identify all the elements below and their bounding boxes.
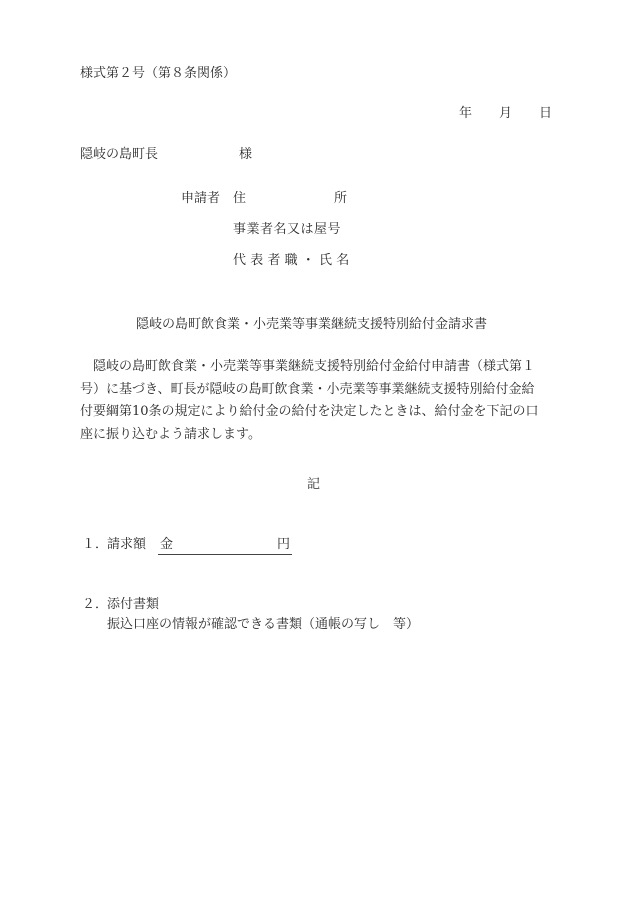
claim-amount-field[interactable]: [158, 537, 292, 555]
date-year-label: 年: [459, 106, 473, 121]
address-label-right: 所: [334, 191, 348, 206]
item-2-number: ２．: [82, 597, 109, 612]
body-paragraph: [80, 356, 554, 446]
amount-suffix: 円: [276, 537, 290, 552]
attachment-description: 振込口座の情報が確認できる書類（通帳の写し 等）: [107, 617, 420, 632]
item-1-label: 請求額: [107, 537, 147, 552]
ki-heading: 記: [307, 477, 321, 492]
address-label-left: 住: [233, 191, 247, 206]
addressee-honorific: 様: [239, 147, 253, 162]
business-name-label: 事業者名又は屋号: [233, 222, 342, 237]
date-month-label: 月: [499, 106, 513, 121]
body-line: 号）に基づき、町長が隠岐の島町飲食業・小売業等事業継続支援特別給付金給: [80, 381, 535, 397]
body-line: 座に振り込むよう請求します。: [80, 426, 261, 442]
addressee-name: 隠岐の島町長: [80, 147, 159, 162]
form-number: 様式第２号（第８条関係）: [80, 66, 237, 81]
document-title: 隠岐の島町飲食業・小売業等事業継続支援特別給付金請求書: [136, 317, 488, 332]
body-line: 隠岐の島町飲食業・小売業等事業継続支援特別給付金給付申請書（様式第１: [80, 359, 536, 374]
item-1-number: １．: [82, 537, 109, 552]
item-2-label: 添付書類: [107, 597, 160, 612]
amount-prefix: 金: [160, 537, 174, 552]
representative-label: 代表者職・氏名: [233, 253, 354, 268]
applicant-label: 申請者: [181, 191, 221, 206]
date-day-label: 日: [539, 106, 553, 121]
body-line: 付要綱第10条の規定により給付金の給付を決定したときは、給付金を下記の口: [80, 404, 539, 419]
